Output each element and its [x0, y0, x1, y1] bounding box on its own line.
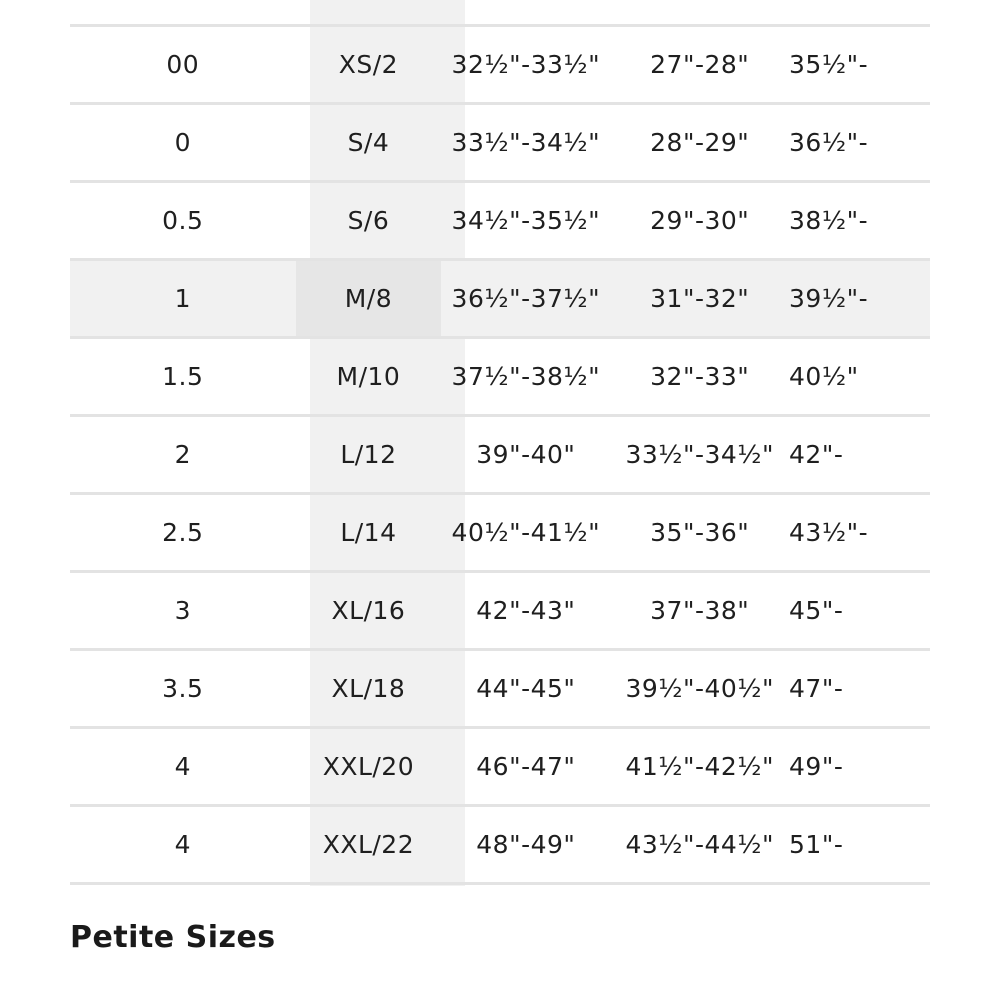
- table-row: [70, 804, 930, 885]
- waist-cell: 35"-36": [650, 518, 750, 547]
- size-number-cell: 2.5: [162, 518, 204, 547]
- table-row: [70, 180, 930, 258]
- table-row-highlighted: [70, 258, 930, 336]
- size-label-cell: XL/16: [331, 596, 406, 625]
- table-row: [70, 414, 930, 492]
- bust-cell: 46"-47": [476, 752, 576, 781]
- waist-cell: 31"-32": [650, 284, 750, 313]
- bust-cell: 34½"-35½": [451, 206, 601, 235]
- table-row: [70, 492, 930, 570]
- table-row: [70, 24, 930, 102]
- size-number-cell: 4: [174, 830, 191, 859]
- size-label-cell: XS/2: [338, 50, 399, 79]
- bust-cell: 48"-49": [476, 830, 576, 859]
- waist-cell: 32"-33": [650, 362, 750, 391]
- table-row: [70, 336, 930, 414]
- bust-cell: 36½"-37½": [451, 284, 601, 313]
- size-number-cell: 00: [166, 50, 200, 79]
- size-number-cell: 1.5: [162, 362, 204, 391]
- size-number-cell: 0: [174, 128, 191, 157]
- waist-cell: 28"-29": [650, 128, 750, 157]
- table-row: [70, 648, 930, 726]
- hips-cell: 42"-: [789, 440, 844, 469]
- size-label-cell: L/12: [340, 440, 397, 469]
- size-label-cell: S/4: [347, 128, 390, 157]
- bust-cell: 42"-43": [476, 596, 576, 625]
- waist-cell: 33½"-34½": [625, 440, 775, 469]
- hips-cell: 40½": [789, 362, 859, 391]
- waist-cell: 37"-38": [650, 596, 750, 625]
- size-label-cell: XL/18: [331, 674, 406, 703]
- waist-cell: 41½"-42½": [625, 752, 775, 781]
- size-label-cell: S/6: [347, 206, 390, 235]
- petite-sizes-heading: Petite Sizes: [70, 920, 276, 955]
- size-label-cell: L/14: [340, 518, 397, 547]
- table-row: [70, 726, 930, 804]
- size-number-cell: 1: [174, 284, 191, 313]
- bust-cell: 44"-45": [476, 674, 576, 703]
- hips-cell: 39½"-: [789, 284, 869, 313]
- size-number-cell: 4: [174, 752, 191, 781]
- size-label-cell: M/10: [336, 362, 401, 391]
- waist-cell: 39½"-40½": [625, 674, 775, 703]
- table-body: [70, 24, 930, 885]
- size-number-cell: 2: [174, 440, 191, 469]
- hips-cell: 43½"-: [789, 518, 869, 547]
- size-label-cell: M/8: [296, 261, 442, 336]
- bust-cell: 39"-40": [476, 440, 576, 469]
- size-label-cell: XXL/20: [322, 752, 415, 781]
- size-label-cell: XXL/22: [322, 830, 415, 859]
- bust-cell: 33½"-34½": [451, 128, 601, 157]
- hips-cell: 45"-: [789, 596, 844, 625]
- hips-cell: 49"-: [789, 752, 844, 781]
- size-number-cell: 3.5: [162, 674, 204, 703]
- bust-cell: 40½"-41½": [451, 518, 601, 547]
- size-number-cell: 3: [174, 596, 191, 625]
- waist-cell: 27"-28": [650, 50, 750, 79]
- hips-cell: 36½"-: [789, 128, 869, 157]
- hips-cell: 51"-: [789, 830, 844, 859]
- waist-cell: 43½"-44½": [625, 830, 775, 859]
- hips-cell: 35½"-: [789, 50, 869, 79]
- bust-cell: 37½"-38½": [451, 362, 601, 391]
- size-chart-table[interactable]: [70, 0, 930, 888]
- hips-cell: 38½"-: [789, 206, 869, 235]
- table-top-strip: [70, 0, 930, 24]
- waist-cell: 29"-30": [650, 206, 750, 235]
- size-number-cell: 0.5: [162, 206, 204, 235]
- table-row: [70, 102, 930, 180]
- hips-cell: 47"-: [789, 674, 844, 703]
- bust-cell: 32½"-33½": [451, 50, 601, 79]
- table-row: [70, 570, 930, 648]
